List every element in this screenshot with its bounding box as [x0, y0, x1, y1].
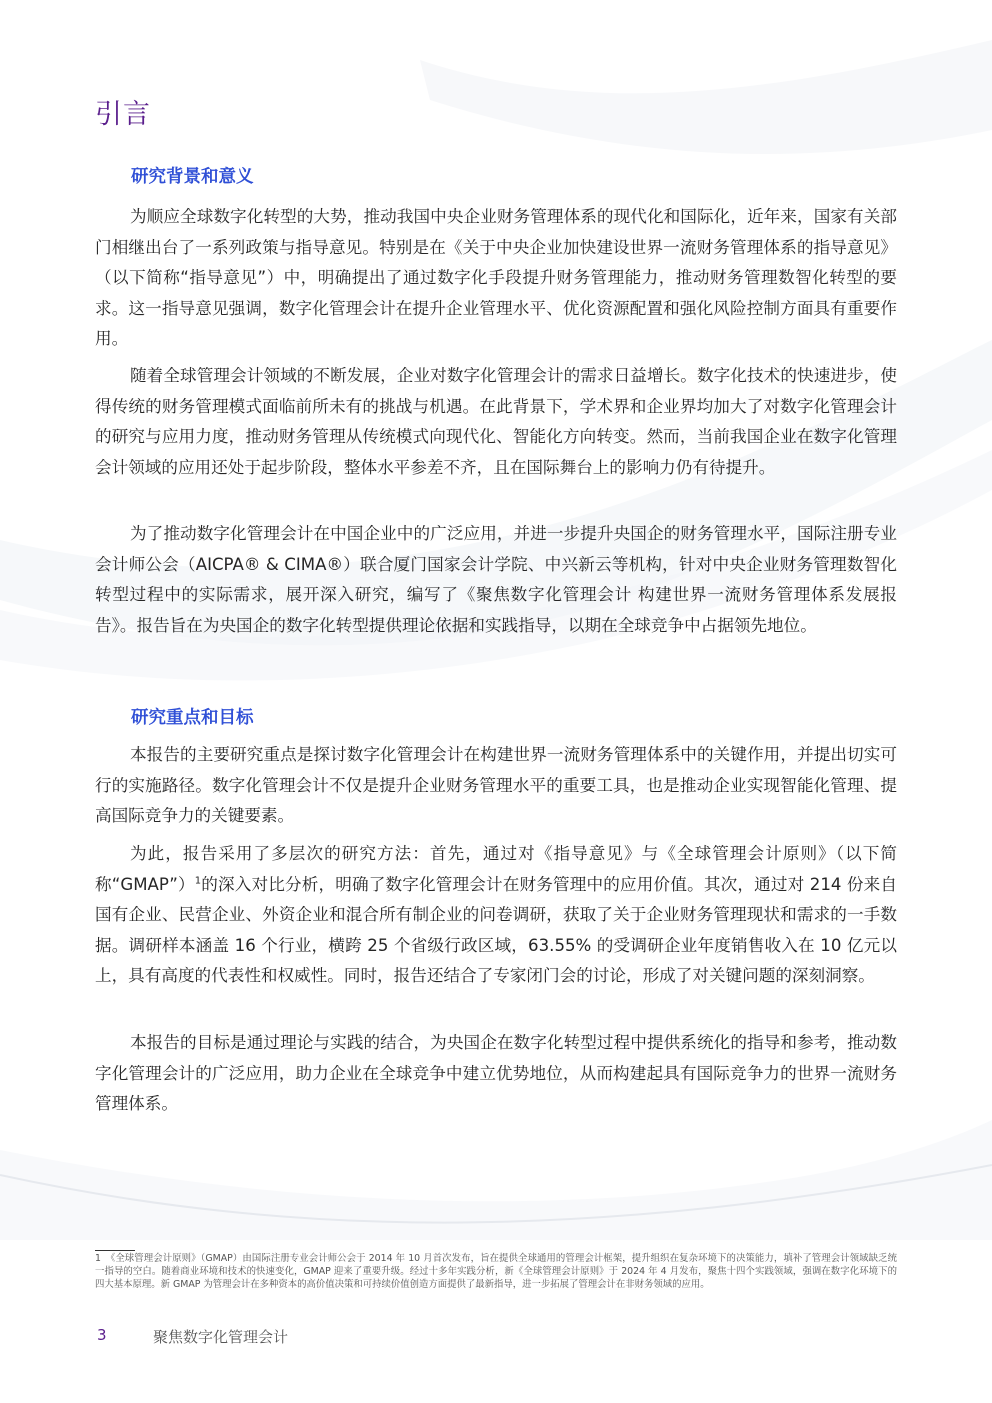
paragraph-goals: 本报告的目标是通过理论与实践的结合，为央国企在数字化转型过程中提供系统化的指导和参考，推动数字化管理会计的广泛应用，助力企业在全球竞争中建立优势地位，从而构建起具有国际竞争力的世界一流财务管理体系。 — [95, 1033, 897, 1113]
running-title: 聚焦数字化管理会计 — [153, 1328, 289, 1346]
section-heading-focus-goals: 研究重点和目标 — [131, 708, 254, 728]
paragraph-background-2: 随着全球管理会计领域的不断发展，企业对数字化管理会计的需求日益增长。数字化技术的快速进步，使得传统的财务管理模式面临前所未有的挑战与机遇。在此背景下，学术界和企业界均加大了对数字化管理会计的研究与应用力度，推动财务管理从传统模式向现代化、智能化方向转变。然而，当前我国企业在数字化管理会计领域的应用还处于起步阶段，整体水平参差不齐，且在国际舞台上的影响力仍有待提升。 — [95, 366, 897, 477]
footnote: 1 《全球管理会计原则》（GMAP）由国际注册专业会计师公会于 2014 年 10 月首次发布，旨在提供全球通用的管理会计框架，提升组织在复杂环境下的决策能力，填补了管理会计领域缺乏统一指导的空白。随着商业环境和技术的快速变化，GMAP 迎来了重要升级。经过十多年实践分析，新《全球管理会计原则》于 2024 年 4 月发布，聚焦十四个实践领域，强调在数字化环境下的四大基本原理。新 GMAP 为管理会计在多种资本的高价值决策和可持续价值创造方面提供了最新指导，进一步拓展了管理会计在非财务领域的应用。 — [95, 1253, 897, 1291]
methods-text-before: 为此，报告采用了多层次的研究方法：首先，通过对《指导意见》与《全球管理会计原则》（以下简称“GMAP”） — [95, 844, 897, 894]
page-title: 引言 — [95, 99, 151, 130]
section-heading-background: 研究背景和意义 — [131, 167, 254, 187]
paragraph-background-3: 为了推动数字化管理会计在中国企业中的广泛应用，并进一步提升央国企的财务管理水平，国际注册专业会计师公会（AICPA® & CIMA®）联合厦门国家会计学院、中兴新云等机构，针对中央企业财务管理数智化转型过程中的实际需求，展开深入研究，编写了《聚焦数字化管理会计 构建世界一流财务管理体系发展报告》。报告旨在为央国企的数字化转型提供理论依据和实践指导，以期在全球竞争中占据领先地位。 — [95, 524, 897, 635]
paragraph-methods — [95, 839, 897, 992]
footnote-reference[interactable]: 1 — [194, 874, 202, 886]
page-number: 3 — [97, 1326, 107, 1344]
methods-text-after: 的深入对比分析，明确了数字化管理会计在财务管理中的应用价值。其次，通过对 214 份来自国有企业、民营企业、外资企业和混合所有制企业的问卷调研，获取了关于企业财务管理现状和需求的一手数据。调研样本涵盖 16 个行业，横跨 25 个省级行政区域，63.55% 的受调研企业年度销售收入在 10 亿元以上，具有高度的代表性和权威性。同时，报告还结合了专家闭门会的讨论，形成了对关键问题的深刻洞察。 — [95, 874, 897, 985]
paragraph-focus-1: 本报告的主要研究重点是探讨数字化管理会计在构建世界一流财务管理体系中的关键作用，并提出切实可行的实施路径。数字化管理会计不仅是提升企业财务管理水平的重要工具，也是推动企业实现智能化管理、提高国际竞争力的关键要素。 — [95, 745, 897, 825]
paragraph-background-1: 为顺应全球数字化转型的大势，推动我国中央企业财务管理体系的现代化和国际化，近年来，国家有关部门相继出台了一系列政策与指导意见。特别是在《关于中央企业加快建设世界一流财务管理体系的指导意见》（以下简称“指导意见”）中，明确提出了通过数字化手段提升财务管理能力，推动财务管理数智化转型的要求。这一指导意见强调，数字化管理会计在提升企业管理水平、优化资源配置和强化风险控制方面具有重要作用。 — [95, 207, 897, 348]
footnote-divider — [95, 1250, 135, 1251]
